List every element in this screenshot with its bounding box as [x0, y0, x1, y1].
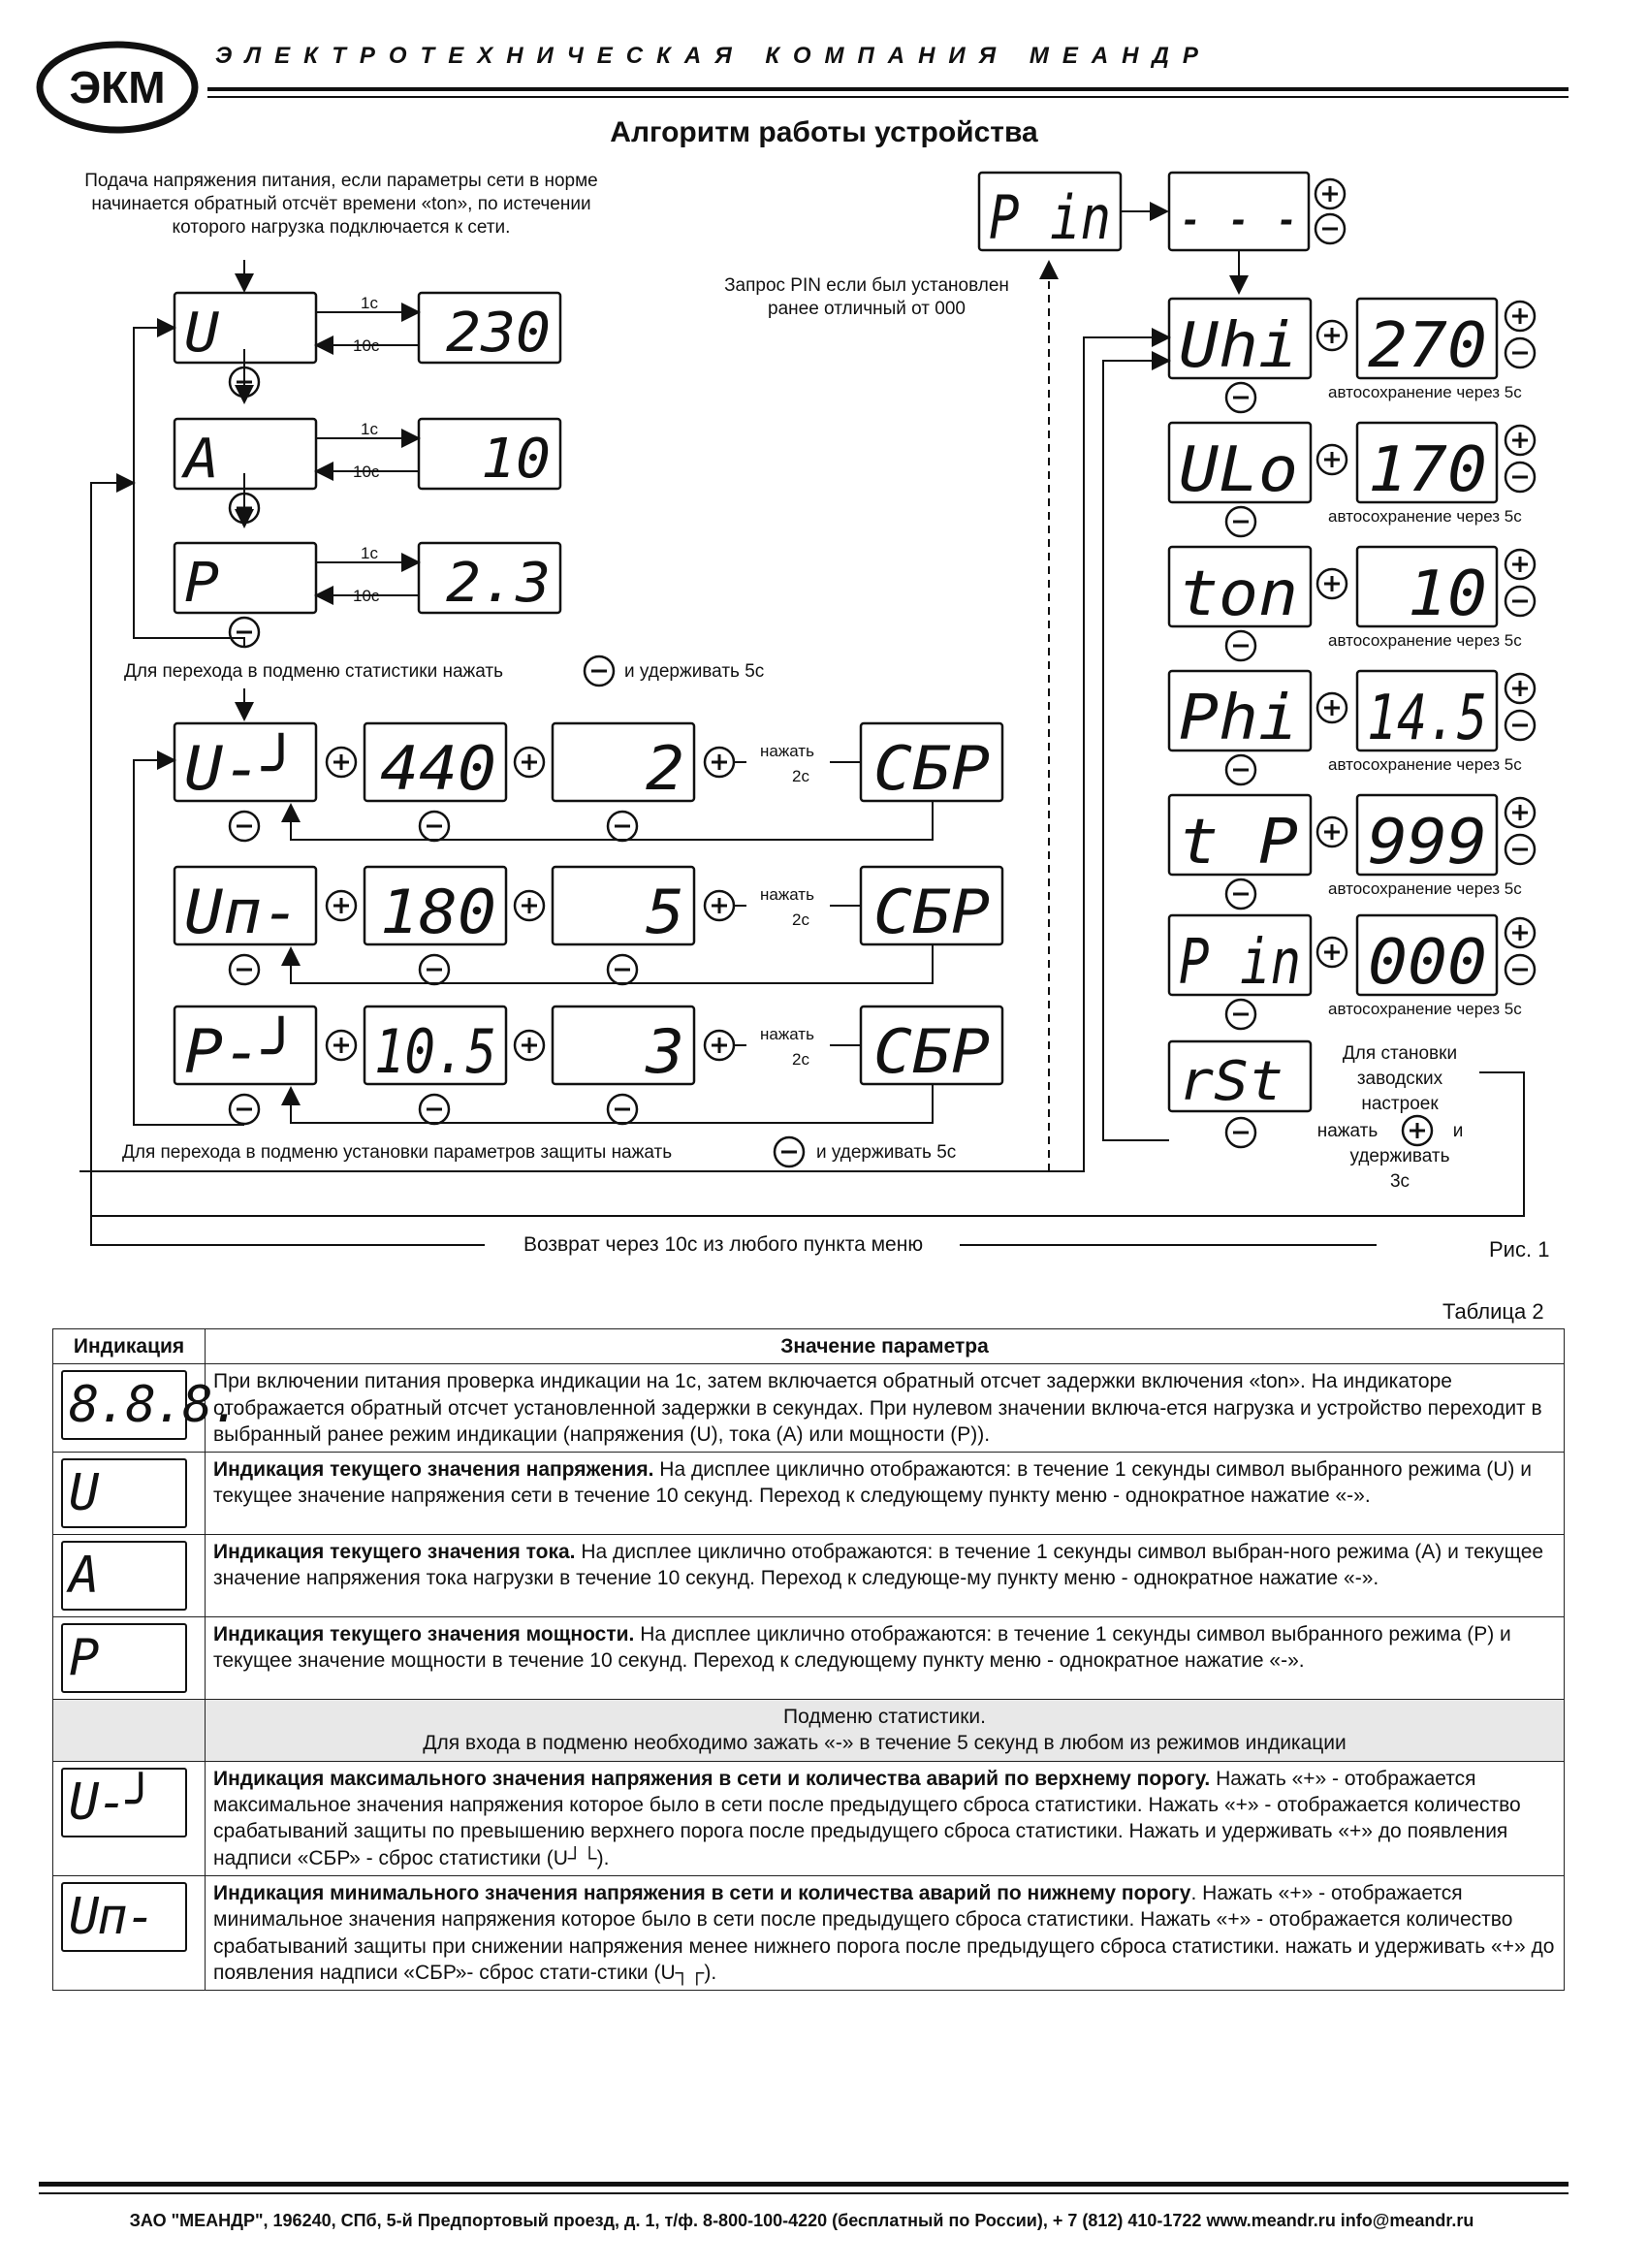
table-cell-indicator [53, 1364, 239, 1453]
main-value-display: 230 [446, 302, 551, 365]
main-value-display: 2.3 [446, 552, 551, 615]
header-rule [207, 87, 1569, 91]
pin-display: P in [989, 182, 1111, 253]
setting-label-display: ton [1179, 559, 1298, 630]
table-cell-submenu [206, 1700, 1565, 1762]
stat-reset-display: СБР [873, 877, 990, 947]
main-label-display: P [184, 552, 219, 615]
row-text: Нажать «+» - отображается максимальное значения напряжения которое было в сети после предыдущего сброса статистики. Нажать «+» - отображается количество срабатываний защиты по превышению верхнего порога после предыдущего сброса статистики. Нажать и удерживать «+» до появления надписи «СБР» - сброс статистики (U┘└). [213, 1767, 1521, 1869]
autosave-label: автосохранение через 5с [1328, 507, 1522, 526]
footer-rule-thin [39, 2192, 1569, 2194]
setting-value-display: 14.5 [1367, 683, 1487, 754]
main-label-display: A [180, 428, 219, 491]
stat-count-display: 3 [644, 1016, 684, 1087]
autosave-label: автосохранение через 5с [1328, 755, 1522, 774]
reset-note-line: Для становки [1342, 1043, 1458, 1064]
row-text: При включении питания проверка индикации на 1с, затем включается обратный отсчет задержки включения «ton». На индикаторе отображается обратный отсчет установленной задержки в секундах. При нулевом значении включа-ется нагрузка и устройство переходит в выбранный ранее режим индикации (напряжения (U), тока (А) или мощности (Р)). [213, 1370, 1542, 1446]
submenu-note: Для входа в подменю необходимо зажать «-» в течение 5 секунд в любом из режимов индикации [423, 1732, 1347, 1755]
press-label: нажать [760, 742, 814, 760]
label-1s: 1с [361, 420, 378, 438]
press-label: нажать [760, 885, 814, 904]
prot-note-b: и удерживать 5с [816, 1142, 957, 1163]
header-rule-thin [207, 96, 1569, 98]
table-row [53, 1617, 1565, 1700]
return-note: Возврат через 10с из любого пункта меню [523, 1233, 924, 1256]
table-row [53, 1535, 1565, 1617]
table-caption: Таблица 2 [1442, 1299, 1544, 1324]
main-value-display: 10 [481, 428, 551, 491]
autosave-label: автосохранение через 5с [1328, 383, 1522, 401]
company-name: ЭЛЕКТРОТЕХНИЧЕСКАЯ КОМПАНИЯ МЕАНДР [215, 43, 1212, 69]
stat-note-b: и удерживать 5с [624, 661, 765, 682]
row-lead: Индикация минимального значения напряжения в сети и количества аварий по нижнему порогу [213, 1881, 1191, 1904]
setting-value-display: 000 [1368, 927, 1487, 999]
reset-display: rSt [1179, 1050, 1284, 1113]
table-cell-indicator [53, 1453, 206, 1535]
setting-value-display: 270 [1368, 310, 1487, 382]
stat-reset-display: СБР [873, 1016, 990, 1087]
autosave-label: автосохранение через 5с [1328, 879, 1522, 898]
row-lead: Индикация максимального значения напряжения в сети и количества аварий по верхнему порогу. [213, 1767, 1211, 1790]
row-text: На дисплее циклично отображаются: в течение 1 секунды символ выбранного режима (U) и текущее значение напряжения сети в течение 10 секунд. Переход к следующему пункту меню - однократное нажатие «-». [213, 1458, 1532, 1508]
power-note-line: начинается обратный отсчёт времени «ton», по истечении [91, 194, 591, 214]
setting-label-display: Phi [1179, 683, 1298, 754]
table-cell-description [206, 1761, 1565, 1875]
power-note-line: Подача напряжения питания, если параметры сети в норме [84, 171, 598, 191]
press-time-label: 2с [792, 1050, 809, 1069]
footer-rule [39, 2182, 1569, 2187]
row-lead: Индикация текущего значения напряжения. [213, 1458, 654, 1482]
stat-count-display: 2 [646, 733, 684, 804]
press-label: нажать [760, 1025, 814, 1043]
table-cell-indicator [53, 1761, 206, 1875]
table-cell-description [206, 1453, 1565, 1535]
table-header-row [53, 1329, 1565, 1364]
table-row [53, 1364, 1565, 1453]
row-lead: Индикация текущего значения тока. [213, 1541, 576, 1564]
setting-label-display: Uhi [1179, 310, 1298, 382]
pin-note-line: ранее отличный от 000 [768, 299, 966, 319]
setting-value-display: 10 [1408, 559, 1487, 630]
row-text: . Нажать «+» - отображается минимальное значения напряжения которое было в сети после предыдущего сброса статистики. Нажать «+» - отображается количество срабатываний защиты при снижении напряжения менее нижнего порога после предыдущего сброса статистики. нажать и удерживать «+» до появления надписи «СБР»- сброс стати-стики (U┐┌). [213, 1881, 1555, 1984]
stat-label-display: P-╯ [184, 1016, 293, 1087]
table-row [53, 1761, 1565, 1875]
reset-note-line: заводских [1356, 1069, 1443, 1089]
label-10s: 10с [353, 463, 380, 481]
autosave-label: автосохранение через 5с [1328, 631, 1522, 650]
parameter-table [52, 1328, 1565, 1991]
indicator-display: A [61, 1541, 187, 1611]
page-title: Алгоритм работы устройства [610, 116, 1038, 148]
press-time-label: 2с [792, 767, 809, 785]
row-text: На дисплее циклично отображаются: в течение 1 секунды символ выбран-ного режима (А) и текущее значение напряжения тока нагрузки в течение 10 секунд. Переход к следующе-му пункту меню - однократное нажатие «-». [213, 1541, 1544, 1590]
table-cell-indicator [53, 1535, 206, 1617]
main-label-display: U [184, 302, 220, 365]
reset-note-line: нажать [1316, 1121, 1379, 1141]
table-cell-indicator [53, 1617, 206, 1700]
table-row [53, 1700, 1565, 1762]
stat-value-display: 180 [380, 877, 496, 947]
col-meaning: Значение параметра [206, 1329, 1565, 1364]
table-cell-description [206, 1617, 1565, 1700]
pin-entry-display: - - - [1179, 182, 1299, 253]
stat-value-display: 440 [380, 733, 496, 804]
stat-label-display: Uп- [184, 877, 301, 947]
submenu-title: Подменю статистики. [783, 1706, 986, 1729]
table-cell-description [206, 1364, 1565, 1453]
row-lead: Индикация текущего значения мощности. [213, 1623, 635, 1646]
indicator-display: U-╯ [61, 1768, 187, 1837]
stat-reset-display: СБР [873, 733, 990, 804]
logo-text: ЭКМ [69, 62, 166, 112]
setting-value-display: 999 [1368, 807, 1487, 878]
label-10s: 10с [353, 336, 380, 355]
reset-note-line: настроек [1361, 1094, 1439, 1114]
reset-note-line: удерживать [1349, 1146, 1450, 1166]
label-10s: 10с [353, 587, 380, 605]
col-indication: Индикация [53, 1329, 206, 1364]
press-time-label: 2с [792, 910, 809, 929]
setting-label-display: ULo [1179, 434, 1298, 506]
table-row [53, 1875, 1565, 1990]
loop-settings [1103, 361, 1169, 1140]
reset-note-line: 3с [1389, 1171, 1410, 1192]
header [0, 0, 1603, 116]
indicator-display: U [61, 1458, 187, 1528]
power-note-line: которого нагрузка подключается к сети. [172, 217, 511, 238]
label-1s: 1с [361, 544, 378, 562]
table-cell-description [206, 1535, 1565, 1617]
table-cell-empty [53, 1700, 206, 1762]
table-cell-indicator [53, 1875, 206, 1990]
stat-note-a: Для перехода в подменю статистики нажать [124, 661, 504, 682]
label-1s: 1с [361, 294, 378, 312]
stat-value-display: 10.5 [374, 1016, 496, 1087]
row-text: На дисплее циклично отображаются: в течение 1 секунды символ выбранного режима (Р) и текущее значение мощности в течение 10 секунд. Переход к следующему пункту меню - однократное нажатие «-». [213, 1623, 1511, 1673]
indicator-display: P [61, 1623, 187, 1693]
figure-label: Рис. 1 [1489, 1237, 1550, 1262]
setting-value-display: 170 [1368, 434, 1487, 506]
reset-note-line: и [1452, 1121, 1464, 1141]
setting-label-display: t P [1179, 807, 1298, 878]
autosave-label: автосохранение через 5с [1328, 1000, 1522, 1018]
table-cell-description [206, 1875, 1565, 1990]
pin-note-line: Запрос PIN если был установлен [724, 275, 1009, 296]
table-row [53, 1453, 1565, 1535]
footer-contacts: ЗАО "МЕАНДР", 196240, СПб, 5-й Предпортовый проезд, д. 1, т/ф. 8-800-100-4220 (бесплатный по России), + 7 (812) 410-1722 www.meandr.ru info@meandr.ru [129, 2211, 1474, 2230]
prot-note-a: Для перехода в подменю установки параметров защиты нажать [122, 1142, 673, 1163]
indicator-display: Uп- [61, 1882, 187, 1952]
indicator-display: 8.8.8. [61, 1370, 187, 1440]
stat-label-display: U-╯ [184, 733, 293, 804]
setting-label-display: P in [1179, 927, 1301, 999]
algorithm-diagram [0, 155, 1603, 1299]
stat-count-display: 5 [646, 877, 684, 947]
